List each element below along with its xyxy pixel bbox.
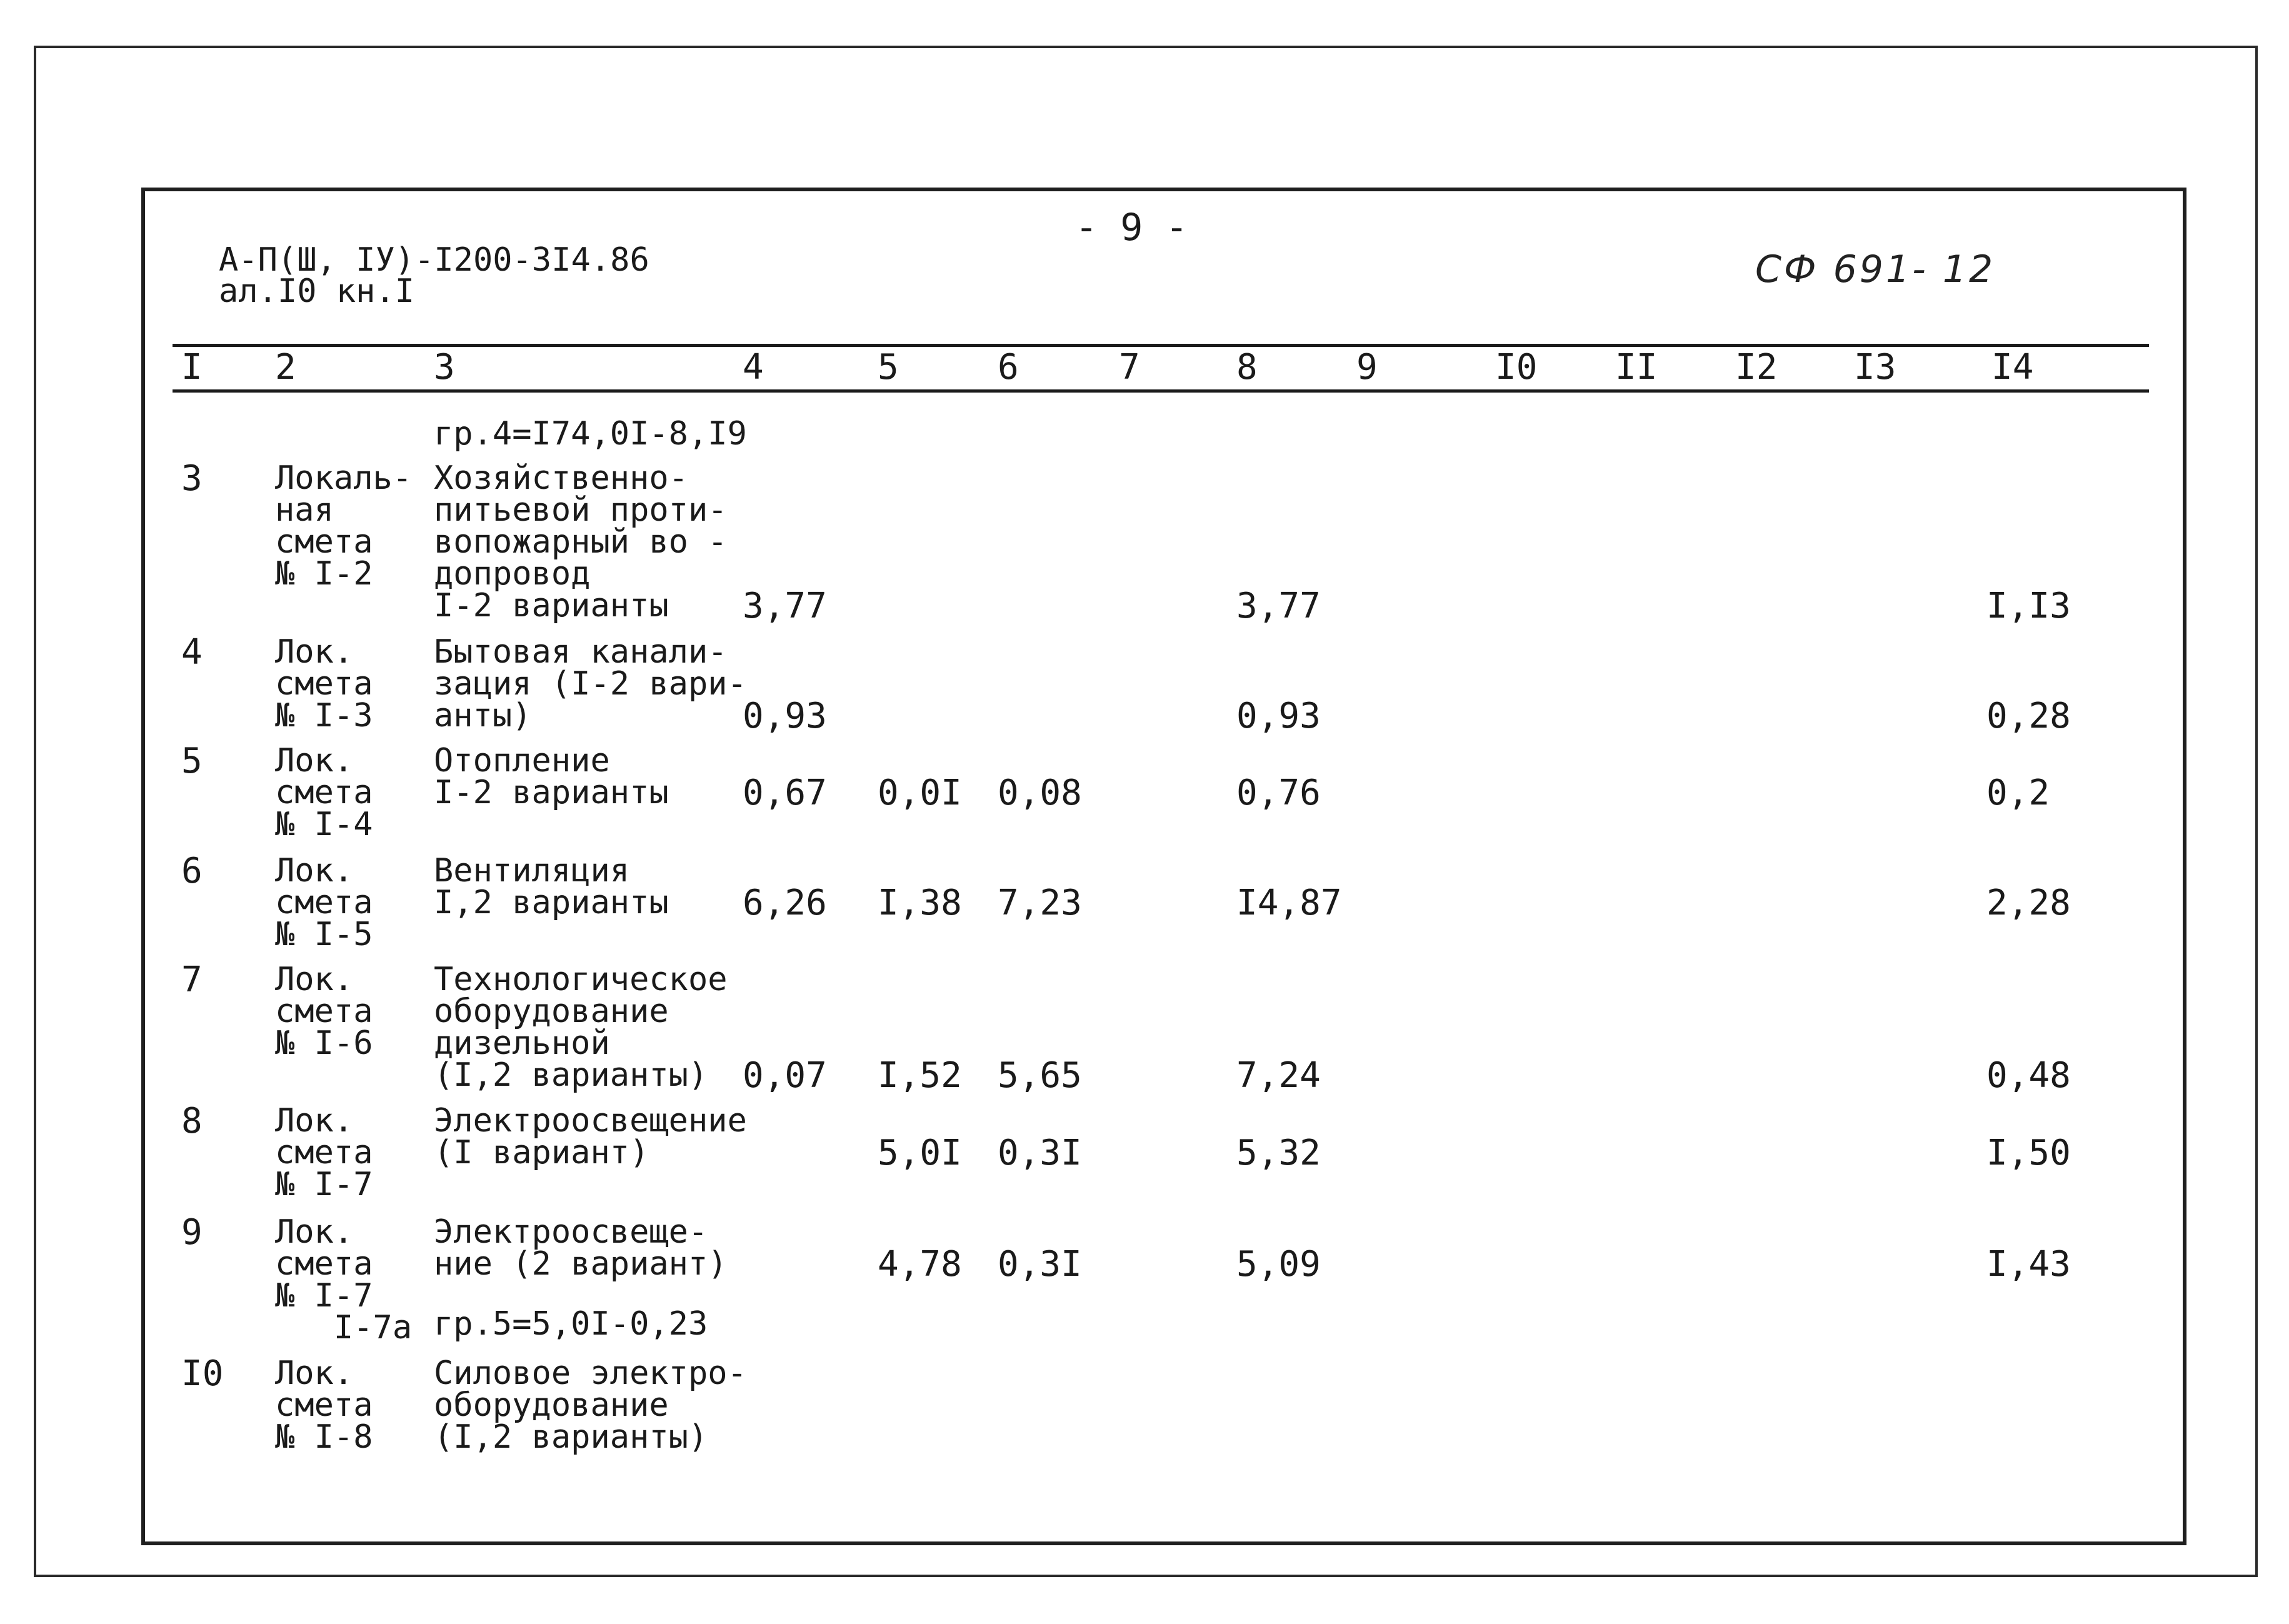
column-header-1: I [181,347,203,388]
column-header-4: 4 [743,347,764,388]
row-note: гр.5=5,0I-0,23 [434,1305,708,1343]
column-header-12: I2 [1735,347,1778,388]
column-header-9: 9 [1356,347,1378,388]
value-c5: 0,0I [878,773,962,813]
page-number: - 9 - [1075,206,1188,249]
estimate-reference: Лок. смета № I-6 [275,961,373,1062]
value-c14: I,43 [1986,1244,2071,1285]
sheet-id: СФ 691- 12 [1755,248,1996,291]
value-c6: 5,65 [998,1055,1082,1096]
header-bottom-rule [173,389,2149,393]
row-number: 3 [181,458,203,499]
column-header-3: 3 [434,347,455,388]
row-number: 7 [181,960,203,1000]
column-header-2: 2 [275,347,296,388]
header-top-rule [173,344,2149,347]
work-description: Хозяйственно- питьевой проти- вопожарный во - допровод I-2 варианты [434,459,728,624]
value-c14: I,50 [1986,1133,2071,1173]
value-c14: 0,2 [1986,773,2050,813]
value-c4: 6,26 [743,883,827,923]
work-description: Электроосвещение (I вариант) [434,1102,747,1171]
value-c6: 0,3I [998,1133,1082,1173]
work-description: Силовое электро- оборудование (I,2 варианты) [434,1355,747,1456]
work-description: Технологическое оборудование дизельной (I,2 варианты) [434,961,728,1094]
column-header-7: 7 [1119,347,1140,388]
value-c8: 3,77 [1236,586,1321,626]
pre-note: гр.4=I74,0I-8,I9 [434,415,747,453]
doc-code-line2: ал.I0 кн.I [219,273,415,310]
estimate-reference: Локаль- ная смета № I-2 [275,459,413,593]
value-c4: 0,93 [743,696,827,736]
column-header-11: II [1615,347,1658,388]
value-c8: 7,24 [1236,1055,1321,1096]
work-description: Электроосвеще- ние (2 вариант) [434,1213,728,1283]
value-c5: I,52 [878,1055,962,1096]
row-number: 8 [181,1101,203,1141]
column-header-6: 6 [998,347,1019,388]
row-number: 5 [181,741,203,781]
work-description: Бытовая канали- зация (I-2 вари- анты) [434,633,747,734]
row-number: 4 [181,632,203,673]
value-c8: 5,09 [1236,1244,1321,1285]
value-c4: 0,67 [743,773,827,813]
work-description: Отопление I-2 варианты [434,742,669,811]
value-c5: 5,0I [878,1133,962,1173]
row-number: 6 [181,851,203,891]
column-header-10: I0 [1495,347,1538,388]
value-c14: 2,28 [1986,883,2071,923]
value-c8: I4,87 [1236,883,1342,923]
estimate-reference: Лок. смета № I-8 [275,1355,373,1456]
row-number: 9 [181,1212,203,1253]
column-header-14: I4 [1991,347,2034,388]
value-c4: 3,77 [743,586,827,626]
doc-code-line1: А-П(Ш, IУ)-I200-3I4.86 [219,241,649,279]
value-c6: 7,23 [998,883,1082,923]
value-c6: 0,3I [998,1244,1082,1285]
value-c14: 0,48 [1986,1055,2071,1096]
estimate-reference: Лок. смета № I-7 [275,1102,373,1203]
value-c14: I,I3 [1986,586,2071,626]
row-number: I0 [181,1353,224,1394]
estimate-reference: Лок. смета № I-4 [275,742,373,843]
column-header-13: I3 [1854,347,1896,388]
work-description: Вентиляция I,2 варианты [434,852,669,921]
value-c5: 4,78 [878,1244,962,1285]
value-c8: 0,93 [1236,696,1321,736]
estimate-reference: Лок. смета № I-5 [275,852,373,953]
value-c14: 0,28 [1986,696,2071,736]
value-c6: 0,08 [998,773,1082,813]
value-c5: I,38 [878,883,962,923]
estimate-reference: Лок. смета № I-7 I-7а [275,1213,413,1346]
value-c4: 0,07 [743,1055,827,1096]
value-c8: 5,32 [1236,1133,1321,1173]
value-c8: 0,76 [1236,773,1321,813]
column-header-5: 5 [878,347,899,388]
column-header-8: 8 [1236,347,1258,388]
estimate-reference: Лок. смета № I-3 [275,633,373,734]
